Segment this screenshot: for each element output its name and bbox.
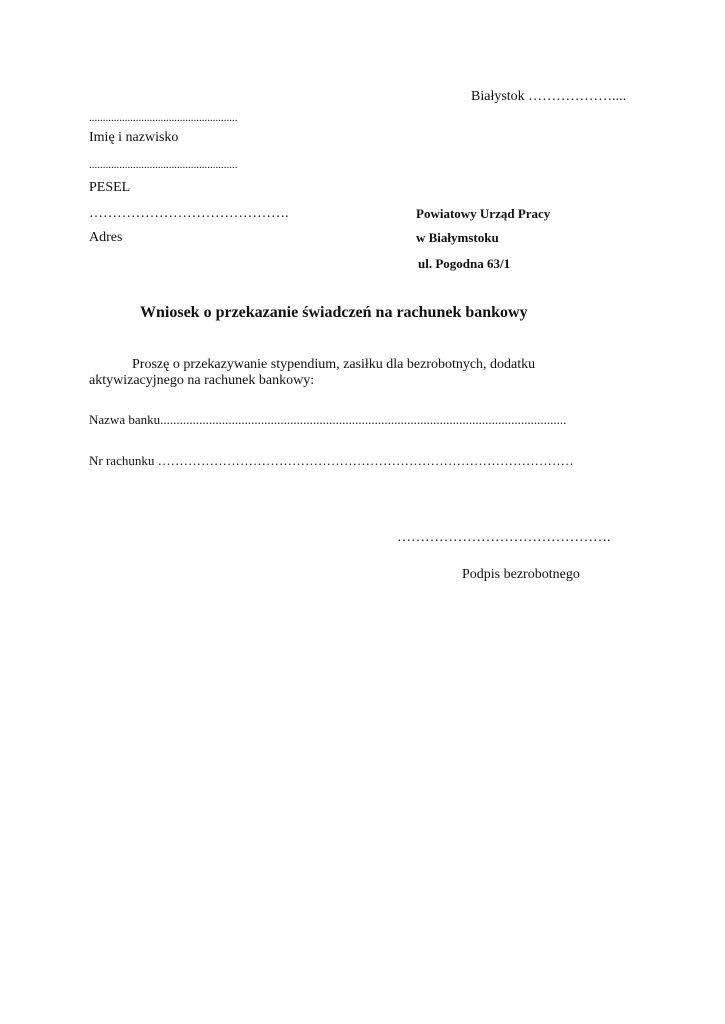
document-title: Wniosek o przekazanie świadczeń na rachunek bankowy <box>140 304 528 321</box>
place-date: Białystok ……………….... <box>471 89 627 104</box>
address-label: Adres <box>89 230 123 245</box>
recipient-line-1: Powiatowy Urząd Pracy <box>416 206 551 221</box>
pesel-label: PESEL <box>89 180 131 195</box>
address-line[interactable]: ……………………………………. <box>89 206 289 221</box>
pesel-line[interactable]: ...................................................... <box>89 159 238 171</box>
account-number-field[interactable]: Nr rachunku …………………………………………………………………………………… <box>89 453 574 468</box>
request-paragraph: Proszę o przekazywanie stypendium, zasiłku dla bezrobotnych, dodatku aktywizacyjnego na rachunek bankowy: <box>89 357 536 388</box>
signature-line[interactable]: ………………………………………. <box>397 530 611 545</box>
signature-label: Podpis bezrobotnego <box>462 567 580 582</box>
name-line[interactable]: ...................................................... <box>89 112 238 124</box>
recipient-line-3: ul. Pogodna 63/1 <box>418 256 511 271</box>
recipient-line-2: w Białymstoku <box>416 230 499 245</box>
name-label: Imię i nazwisko <box>89 130 179 145</box>
bank-name-field[interactable]: Nazwa banku............................................................................................................................. <box>89 412 567 427</box>
